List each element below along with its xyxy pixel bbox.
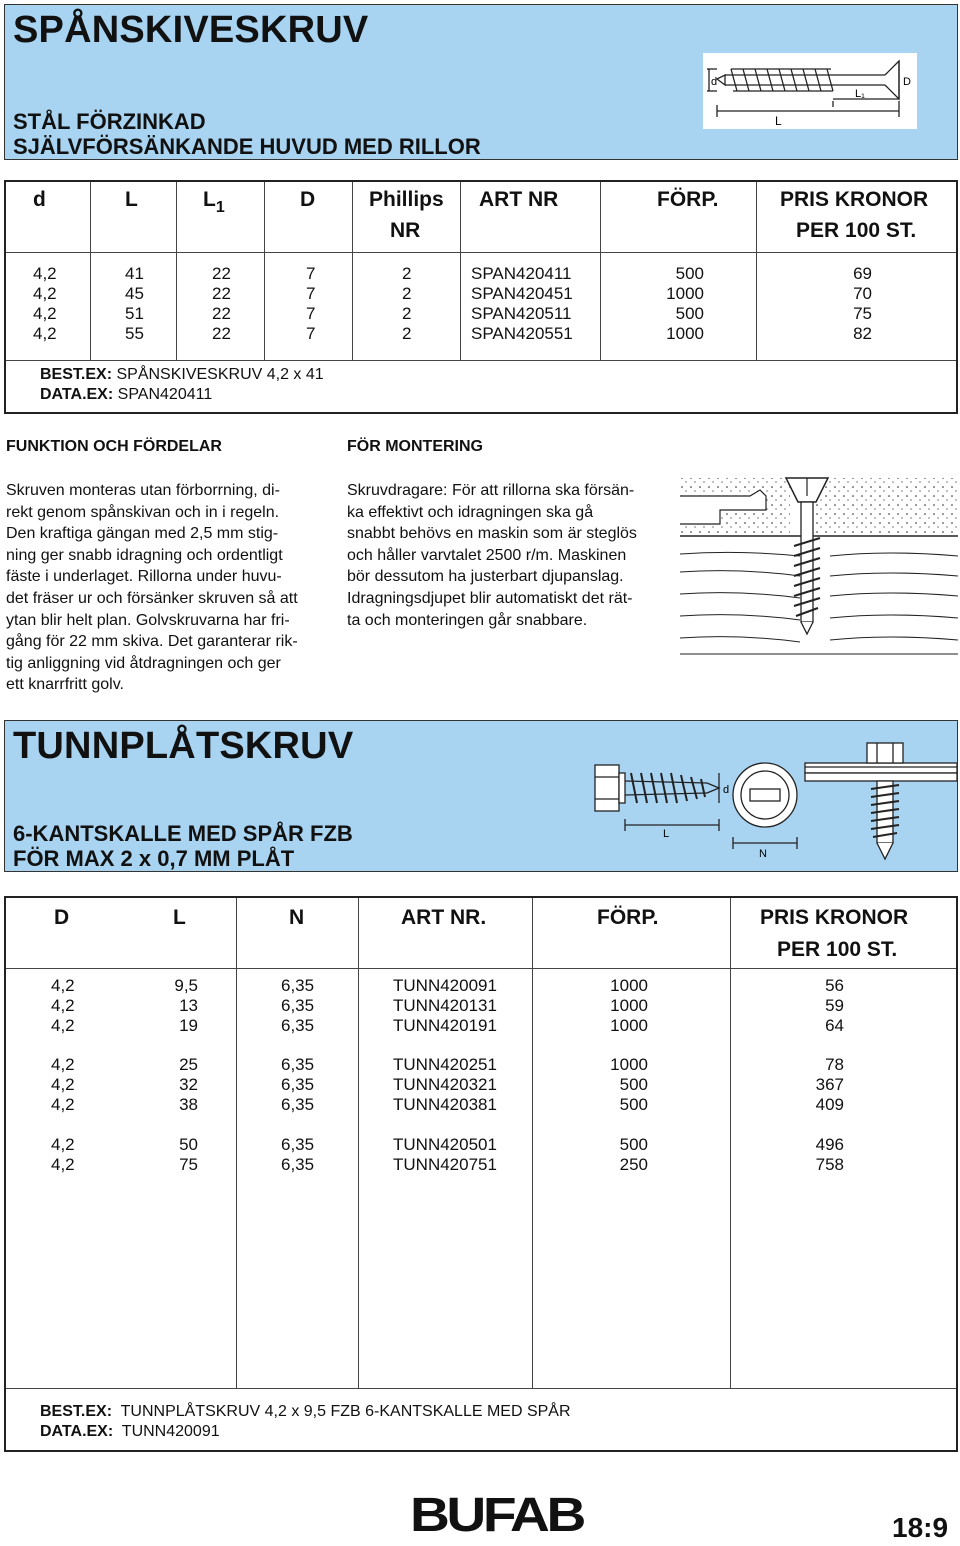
t2-row-D: 4,2	[51, 976, 75, 995]
row-pris: 69	[853, 264, 872, 283]
t2-row-pris: 367	[815, 1075, 844, 1094]
t2-header-N: N	[289, 906, 305, 929]
funktion-line: fäste i underlaget. Rillorna under huvu-	[6, 568, 282, 586]
row-art: SPAN420511	[471, 304, 572, 323]
t2-row-L: 9,5	[174, 976, 198, 995]
row-D: 7	[306, 324, 316, 343]
row-art: SPAN420411	[471, 264, 572, 283]
row-D: 7	[306, 264, 316, 283]
row-d: 4,2	[33, 284, 57, 303]
funktion-line: Den kraftiga gängan med 2,5 mm stig-	[6, 525, 279, 543]
t2-row-L: 50	[179, 1135, 198, 1154]
diagram-label-L: L	[775, 114, 782, 128]
t2-row-D: 4,2	[51, 1155, 75, 1174]
t2-row-pris: 64	[825, 1016, 844, 1035]
t2-header-pris-per: PER 100 ST.	[777, 938, 898, 961]
t2-row-N: 6,35	[281, 1095, 315, 1114]
funktion-line: ning ger snabb idragning och ordentligt	[6, 546, 283, 564]
funktion-line: gång för 22 mm skiva. Det garanterar rik-	[6, 633, 298, 651]
page-number: 18:9	[892, 1512, 949, 1543]
t2-row-N: 6,35	[281, 1055, 315, 1074]
t2-row-art: TUNN420251	[393, 1055, 497, 1074]
t2-row-pris: 59	[825, 996, 844, 1015]
row-L: 55	[125, 324, 144, 343]
montering-line: och håller varvtalet 2500 r/m. Maskinen	[347, 546, 627, 564]
row-forp: 1000	[666, 324, 704, 343]
section1-title: SPÅNSKIVESKRUV	[13, 9, 369, 51]
t2-row-art: TUNN420381	[393, 1095, 497, 1114]
funktion-heading: FUNKTION OCH FÖRDELAR	[6, 438, 222, 455]
t2-row-L: 32	[179, 1075, 198, 1094]
diagram-label-d: d	[711, 76, 718, 88]
diagram-label-D: D	[903, 76, 911, 88]
row-art: SPAN420551	[471, 324, 573, 343]
row-d: 4,2	[33, 324, 57, 343]
t2-row-art: TUNN420131	[393, 996, 497, 1015]
section2-subtitle-1: 6-KANTSKALLE MED SPÅR FZB	[13, 821, 353, 846]
header-d: d	[33, 188, 46, 211]
t2-row-forp: 500	[619, 1135, 648, 1154]
t2-row-forp: 1000	[610, 1055, 648, 1074]
header-art-nr: ART NR	[479, 188, 559, 211]
row-forp: 500	[675, 264, 704, 283]
row-phillips: 2	[402, 284, 412, 303]
t2-row-N: 6,35	[281, 1016, 315, 1035]
t2-row-pris: 496	[815, 1135, 844, 1154]
montering-line: Idragningsdjupet blir automatiskt det rät-	[347, 589, 633, 607]
header-forp: FÖRP.	[657, 188, 719, 211]
row-d: 4,2	[33, 264, 57, 283]
row-phillips: 2	[402, 264, 412, 283]
t2-row-D: 4,2	[51, 1135, 75, 1154]
row-d: 4,2	[33, 304, 57, 323]
header-phillips: Phillips	[369, 188, 444, 211]
t2-row-L: 25	[179, 1055, 198, 1074]
row-forp: 500	[675, 304, 704, 323]
row-pris: 82	[853, 324, 872, 343]
funktion-line: ett knarrfritt golv.	[6, 676, 124, 694]
montering-heading: FÖR MONTERING	[347, 438, 483, 455]
t2-row-art: TUNN420321	[393, 1075, 497, 1094]
header-L: L	[125, 188, 138, 211]
section1-subtitle-2: SJÄLVFÖRSÄNKANDE HUVUD MED RILLOR	[13, 134, 481, 159]
montering-line: snabbt behövs en maskin som är steglös	[347, 525, 637, 543]
section2-banner	[4, 720, 958, 872]
row-pris: 75	[853, 304, 872, 323]
t2-row-D: 4,2	[51, 1095, 75, 1114]
section2-title: TUNNPLÅTSKRUV	[13, 725, 354, 767]
row-pris: 70	[853, 284, 872, 303]
t2-row-art: TUNN420501	[393, 1135, 497, 1154]
spanskruv-diagram	[703, 53, 917, 129]
t2-row-forp: 250	[619, 1155, 648, 1174]
t2-row-pris: 56	[825, 976, 844, 995]
row-L: 41	[125, 264, 144, 283]
header-L1: $L_1$	[203, 188, 225, 216]
tunnplat-label-N: N	[759, 848, 767, 860]
funktion-line: ytan blir helt plan. Golvskruvarna har fri-	[6, 611, 290, 629]
row-L: 51	[125, 304, 144, 323]
row-D: 7	[306, 284, 316, 303]
t2-header-L: L	[173, 906, 186, 929]
row-L1: 22	[212, 324, 231, 343]
funktion-line: rekt genom spånskivan och in i regeln.	[6, 503, 280, 521]
section2-best-ex: BEST.EX: TUNNPLÅTSKRUV 4,2 x 9,5 FZB 6-KANTSKALLE MED SPÅR	[40, 1403, 571, 1420]
section1-banner	[4, 4, 958, 160]
row-L1: 22	[212, 264, 231, 283]
t2-row-L: 19	[179, 1016, 198, 1035]
t2-row-D: 4,2	[51, 1016, 75, 1035]
t2-row-forp: 1000	[610, 996, 648, 1015]
t2-row-forp: 1000	[610, 976, 648, 995]
header-phillips-nr: NR	[390, 219, 421, 242]
row-phillips: 2	[402, 304, 412, 323]
t2-row-pris: 409	[815, 1095, 844, 1114]
section2-data-ex: DATA.EX: TUNN420091	[40, 1423, 220, 1440]
diagram-label-L1: L₁	[855, 88, 865, 100]
row-L1: 22	[212, 284, 231, 303]
t2-header-forp: FÖRP.	[597, 906, 659, 929]
t2-header-pris: PRIS KRONOR	[760, 906, 909, 929]
t2-row-N: 6,35	[281, 1075, 315, 1094]
funktion-text	[6, 480, 336, 696]
t2-header-art-nr: ART NR.	[401, 906, 487, 929]
t2-header-D: D	[54, 906, 70, 929]
t2-row-N: 6,35	[281, 996, 315, 1015]
section1-best-ex: BEST.EX: SPÅNSKIVESKRUV 4,2 x 41	[40, 366, 324, 383]
row-art: SPAN420451	[471, 284, 573, 303]
section1-subtitle-1: STÅL FÖRZINKAD	[13, 109, 206, 134]
row-L: 45	[125, 284, 144, 303]
t2-row-forp: 500	[619, 1095, 648, 1114]
t2-row-forp: 1000	[610, 1016, 648, 1035]
montering-line: ka effektivt och idragningen ska gå	[347, 503, 594, 521]
funktion-line: det fräser ur och försänker skruven så att	[6, 589, 298, 607]
t2-row-pris: 758	[815, 1155, 844, 1174]
row-phillips: 2	[402, 324, 412, 343]
header-pris-per: PER 100 ST.	[796, 219, 917, 242]
header-pris: PRIS KRONOR	[780, 188, 929, 211]
funktion-line: Skruven monteras utan förborrning, di-	[6, 482, 280, 499]
tunnplat-diagram	[587, 739, 957, 865]
montering-line: Skruvdragare: För att rillorna ska försän-	[347, 482, 635, 499]
montering-text	[347, 480, 677, 631]
t2-row-art: TUNN420091	[393, 976, 497, 995]
t2-row-forp: 500	[619, 1075, 648, 1094]
row-L1: 22	[212, 304, 231, 323]
montering-line: bör dessutom ha justerbart djupanslag.	[347, 568, 624, 586]
mounting-illustration	[680, 476, 958, 658]
t2-row-L: 13	[179, 996, 198, 1015]
t2-row-art: TUNN420191	[393, 1016, 497, 1035]
t2-row-N: 6,35	[281, 976, 315, 995]
funktion-line: tig anliggning vid åtdragningen och ger	[6, 654, 281, 672]
tunnplat-label-d: d	[723, 784, 730, 796]
t2-row-N: 6,35	[281, 1135, 315, 1154]
header-D: D	[300, 188, 316, 211]
t2-row-N: 6,35	[281, 1155, 315, 1174]
row-forp: 1000	[666, 284, 704, 303]
t2-row-D: 4,2	[51, 996, 75, 1015]
t2-row-D: 4,2	[51, 1055, 75, 1074]
section2-subtitle-2: FÖR MAX 2 x 0,7 MM PLÅT	[13, 846, 295, 871]
t2-row-D: 4,2	[51, 1075, 75, 1094]
t2-row-L: 38	[179, 1095, 198, 1114]
row-D: 7	[306, 304, 316, 323]
montering-line: ta och monteringen går snabbare.	[347, 611, 588, 629]
section1-data-ex: DATA.EX: SPAN420411	[40, 386, 213, 403]
tunnplat-label-L: L	[663, 828, 670, 840]
t2-row-L: 75	[179, 1155, 198, 1174]
t2-row-art: TUNN420751	[393, 1155, 497, 1174]
t2-row-pris: 78	[825, 1055, 844, 1074]
bufab-logo: BUFAB	[410, 1489, 583, 1542]
